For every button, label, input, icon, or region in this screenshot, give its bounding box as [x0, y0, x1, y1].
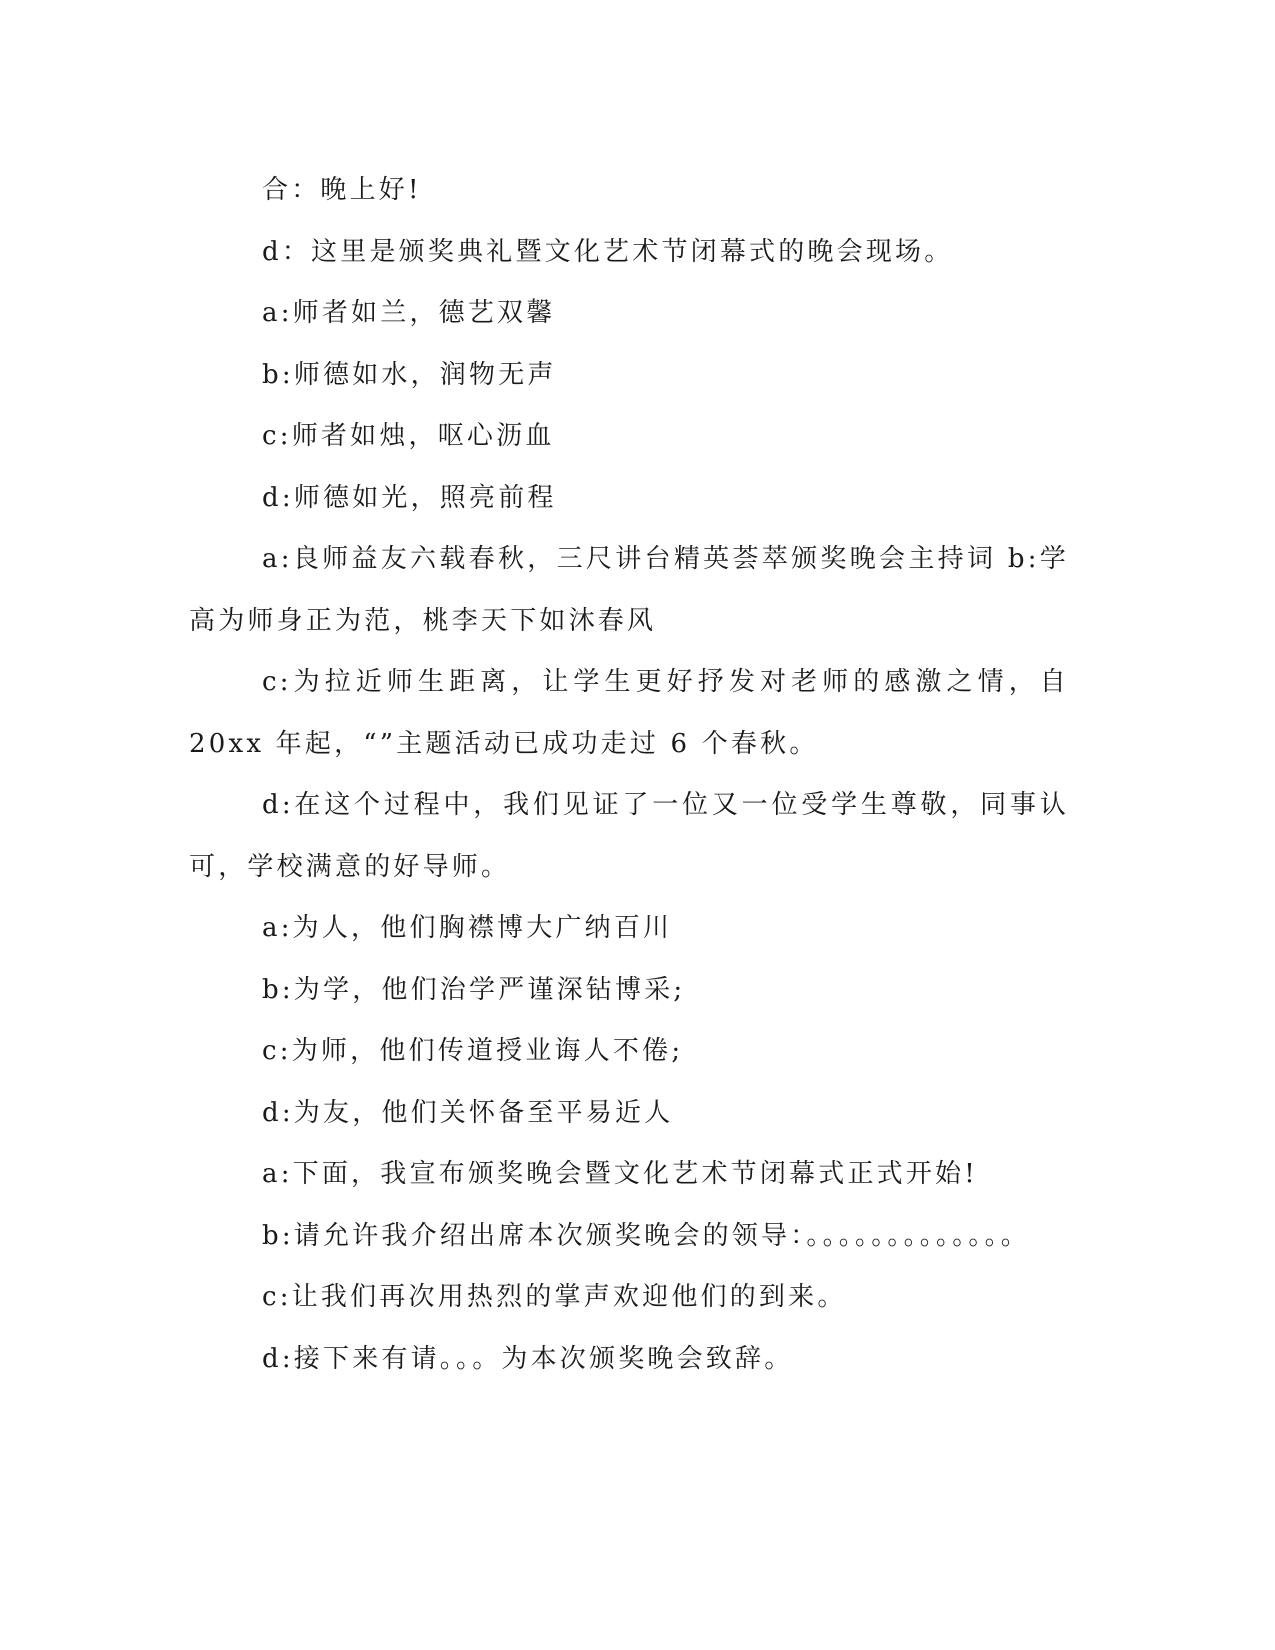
paragraph-teacher-orchid: a:师者如兰，德艺双馨	[262, 298, 556, 328]
paragraph-opening: a:下面，我宣布颁奖晚会暨文化艺术节闭幕式正式开始!	[262, 1159, 978, 1189]
paragraph-teacher-light: d:师德如光，照亮前程	[262, 482, 557, 513]
document-body	[189, 160, 1069, 1390]
paragraph-teacher-water: b:师德如水，润物无声	[262, 359, 557, 390]
paragraph-speech: d:接下来有请。。。为本次颁奖晚会致辞。	[262, 1343, 794, 1374]
paragraph-witness: d:在这个过程中，我们见证了一位又一位受学生尊敬，同事认可，学校满意的好导师。	[189, 790, 1069, 882]
paragraph-as-person: a:为人，他们胸襟博大广纳百川	[262, 913, 673, 943]
paragraph-as-teacher: c:为师，他们传道授业诲人不倦;	[262, 1036, 684, 1066]
paragraph-venue: d：这里是颁奖典礼暨文化艺术节闭幕式的晚会现场。	[262, 236, 954, 267]
paragraph-applause: c:让我们再次用热烈的掌声欢迎他们的到来。	[262, 1282, 847, 1312]
paragraph-as-friend: d:为友，他们关怀备至平易近人	[262, 1097, 674, 1128]
paragraph-leaders: b:请允许我介绍出席本次颁奖晚会的领导：。。。。。。。。。。。。。	[262, 1220, 1031, 1251]
paragraph-as-scholar: b:为学，他们治学严谨深钻博采;	[262, 974, 686, 1005]
paragraph-greeting: 合：晚上好!	[262, 175, 422, 205]
paragraph-teacher-candle: c:师者如烛，呕心沥血	[262, 421, 555, 451]
paragraph-activity-history: c:为拉近师生距离，让学生更好抒发对老师的感激之情，自 20xx 年起，“”主题活动已成功走过 6 个春秋。	[189, 667, 1069, 759]
paragraph-six-years: a:良师益友六载春秋，三尺讲台精英荟萃颁奖晚会主持词 b:学高为师身正为范，桃李天下如沐春风	[189, 544, 1069, 636]
